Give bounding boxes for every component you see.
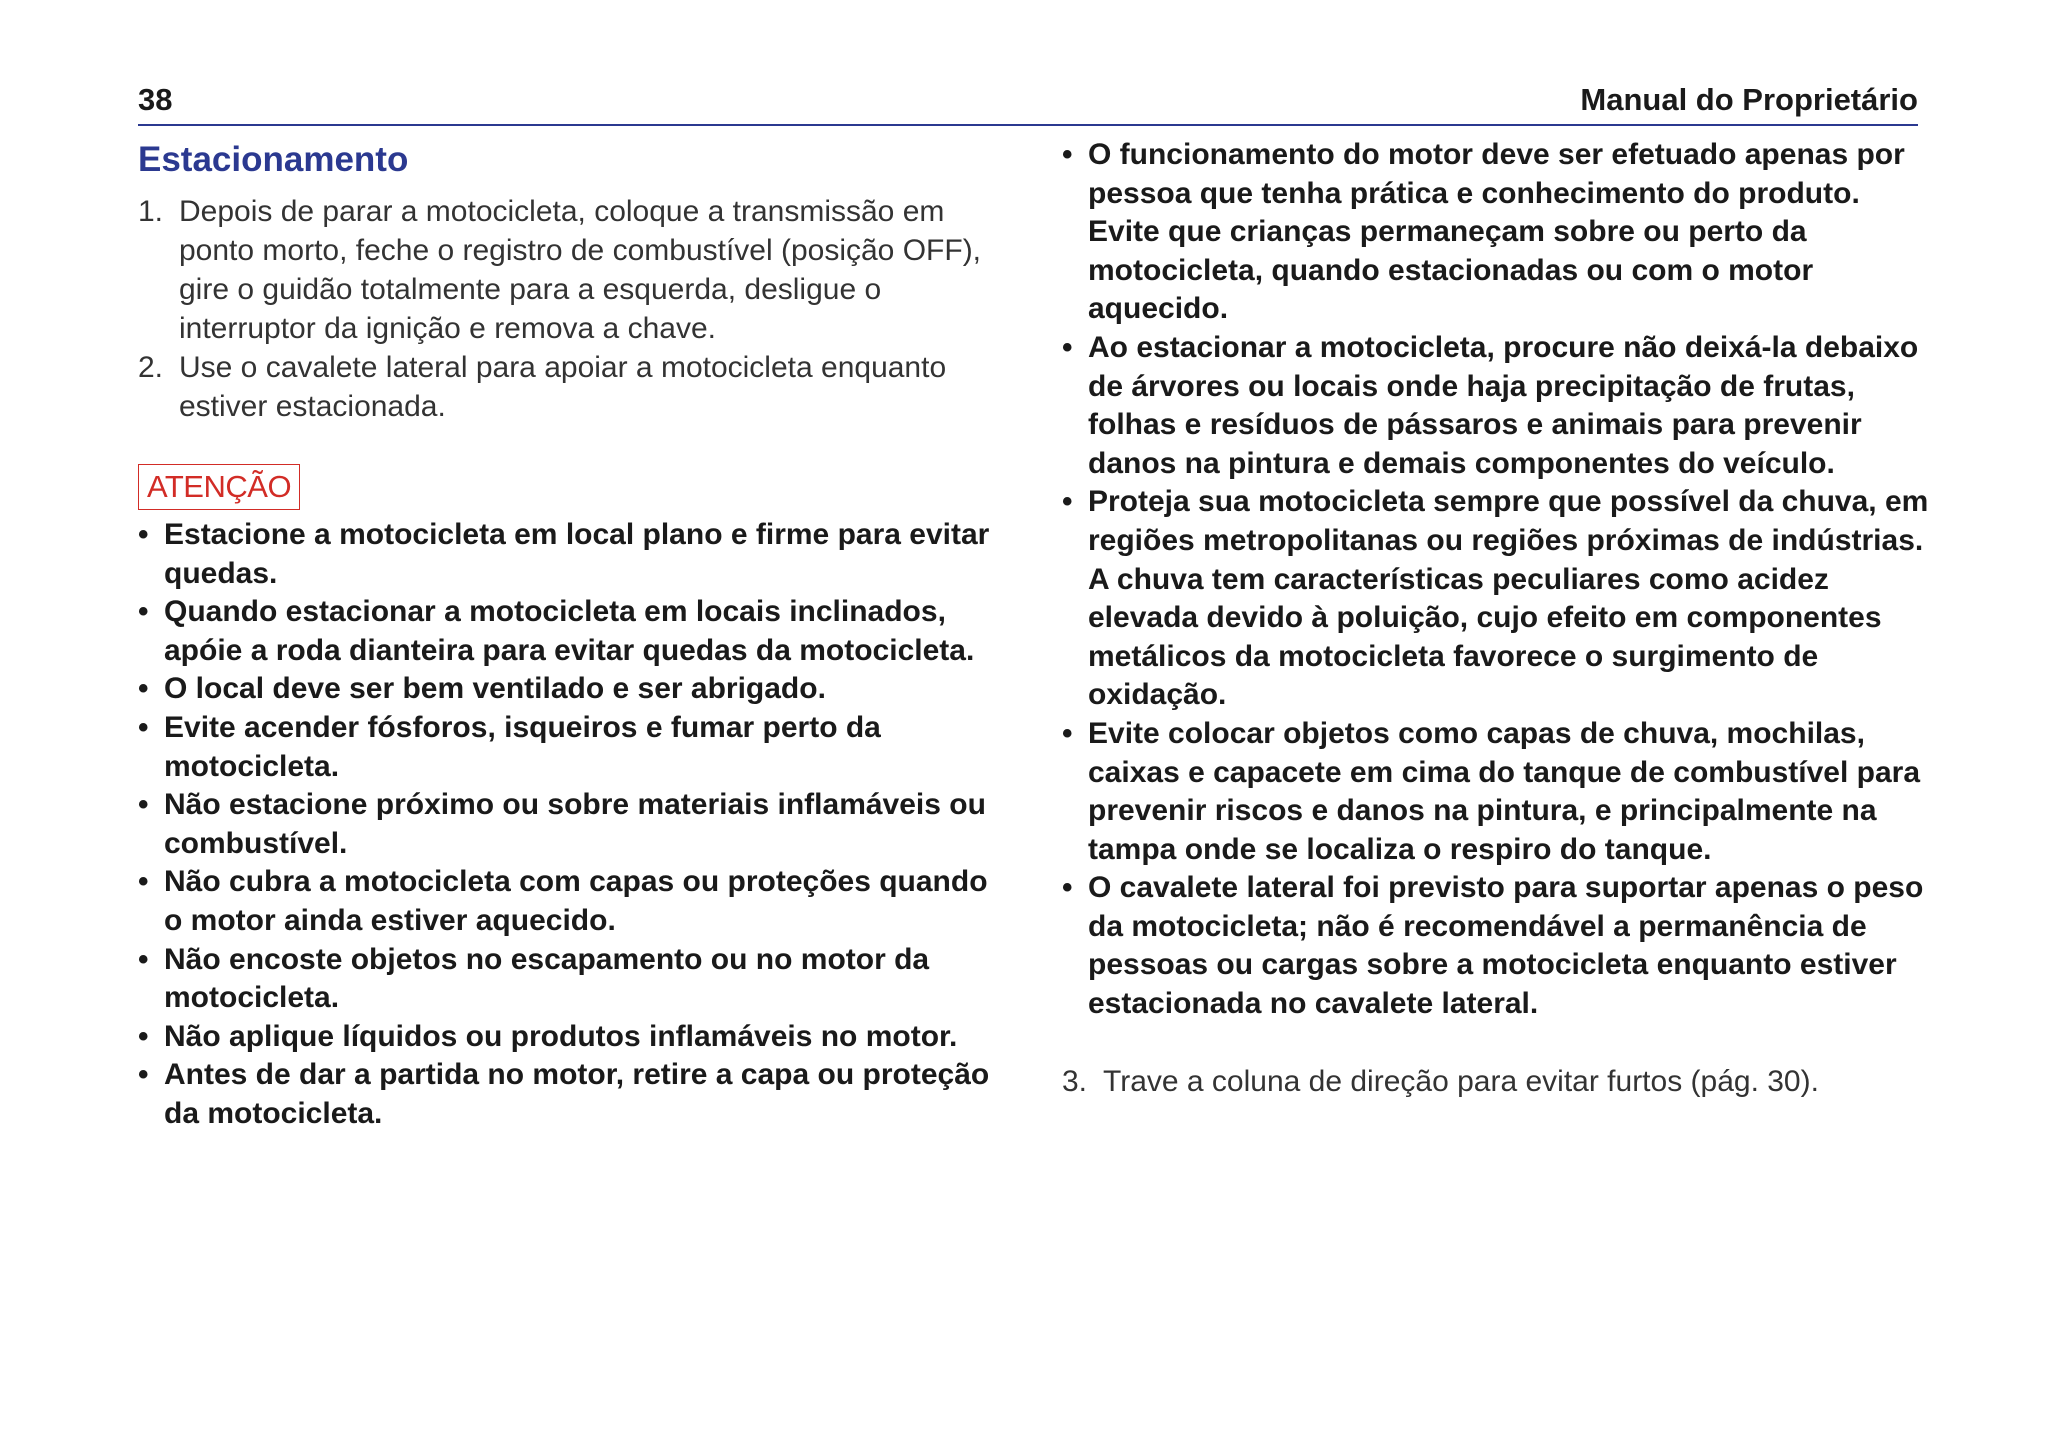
bullet-icon: • (1062, 485, 1073, 519)
warning-text: Não cubra a motocicleta com capas ou proteções quando o motor ainda estiver aquecido. (164, 865, 988, 937)
warning-text: Não estacione próximo ou sobre materiais inflamáveis ou combustível. (164, 788, 986, 860)
warning-item (138, 670, 998, 709)
section-title: Estacionamento (138, 140, 409, 179)
attention-label: ATENÇÃO (138, 464, 300, 510)
warning-item (1062, 715, 1930, 869)
left-column (138, 138, 998, 1134)
warning-item (138, 941, 998, 1018)
warning-text: Ao estacionar a motocicleta, procure não deixá-la debaixo de árvores ou locais onde haja precipitação de frutas, folhas e resíduos de pássaros e animais para prevenir danos na pintura e demais componentes do veículo. (1088, 330, 1919, 480)
warning-text: O local deve ser bem ventilado e ser abrigado. (164, 672, 826, 706)
warning-item (138, 709, 998, 786)
warning-item (1062, 483, 1930, 715)
bullet-icon: • (138, 710, 149, 744)
warning-item (138, 786, 998, 863)
warning-item (138, 1018, 998, 1057)
warning-item (1062, 869, 1930, 1023)
step-item (138, 348, 998, 426)
bullet-icon: • (138, 788, 149, 822)
parking-steps (138, 192, 998, 426)
bullet-icon: • (1062, 716, 1073, 750)
step-number: 3. (1062, 1064, 1088, 1098)
warning-text: Antes de dar a partida no motor, retire a capa ou proteção da motocicleta. (164, 1058, 990, 1130)
step-text: Use o cavalete lateral para apoiar a motocicleta enquanto estiver estacionada. (179, 351, 947, 423)
step-text: Trave a coluna de direção para evitar furtos (pág. 30). (1103, 1064, 1819, 1098)
step-number: 1. (138, 195, 164, 228)
warning-text: Evite colocar objetos como capas de chuva, mochilas, caixas e capacete em cima do tanque de combustível para prevenir riscos e danos na pintura, e principalmente na tampa onde se localiza o respiro do tanque. (1088, 716, 1921, 866)
warning-item (138, 593, 998, 670)
bullet-icon: • (1062, 871, 1073, 905)
warning-item (138, 1056, 998, 1133)
left-warning-list (138, 516, 998, 1134)
final-step-list (1062, 1062, 1930, 1101)
right-column (1062, 136, 1930, 1101)
step-item (1062, 1062, 1930, 1101)
page-header (138, 80, 1918, 126)
warning-item (138, 863, 998, 940)
warning-text: O cavalete lateral foi previsto para suportar apenas o peso da motocicleta; não é recomendável a permanência de pessoas ou cargas sobre a motocicleta enquanto estiver estacionada no cavalete lateral. (1088, 871, 1924, 1021)
step-item (138, 192, 998, 348)
bullet-icon: • (138, 1058, 149, 1092)
warning-text: Evite acender fósforos, isqueiros e fumar perto da motocicleta. (164, 710, 881, 783)
warning-text: Estacione a motocicleta em local plano e firme para evitar quedas. (164, 518, 990, 590)
warning-text: Não aplique líquidos ou produtos inflamáveis no motor. (164, 1019, 958, 1053)
bullet-icon: • (1062, 138, 1073, 171)
warning-item (138, 516, 998, 593)
bullet-icon: • (138, 672, 149, 706)
bullet-icon: • (138, 595, 149, 629)
bullet-icon: • (1062, 330, 1073, 364)
bullet-icon: • (138, 518, 149, 551)
warning-item (1062, 136, 1930, 329)
warning-text: Quando estacionar a motocicleta em locais inclinados, apóie a roda dianteira para evitar quedas da motocicleta. (164, 595, 975, 667)
step-text: Depois de parar a motocicleta, coloque a transmissão em ponto morto, feche o registro de combustível (posição OFF), gire o guidão totalmente para a esquerda, desligue o interruptor da ignição e remova a chave. (179, 195, 982, 345)
warning-item (1062, 329, 1930, 483)
page-number: 38 (138, 82, 173, 117)
bullet-icon: • (138, 942, 149, 976)
bullet-icon: • (138, 865, 149, 899)
warning-text: Proteja sua motocicleta sempre que possível da chuva, em regiões metropolitanas ou regiões próximas de indústrias. A chuva tem características peculiares como acidez elevada devido à poluição, cujo efeito em componentes metálicos da motocicleta favorece o surgimento de oxidação. (1088, 485, 1929, 712)
manual-title: Manual do Proprietário (1580, 82, 1918, 117)
right-warning-list (1062, 136, 1930, 1024)
warning-text: Não encoste objetos no escapamento ou no motor da motocicleta. (164, 942, 930, 1015)
step-number: 2. (138, 351, 164, 384)
warning-text: O funcionamento do motor deve ser efetuado apenas por pessoa que tenha prática e conhecimento do produto. Evite que crianças permaneçam sobre ou perto da motocicleta, quando estacionadas ou com o motor aquecido. (1088, 138, 1905, 326)
bullet-icon: • (138, 1019, 149, 1053)
